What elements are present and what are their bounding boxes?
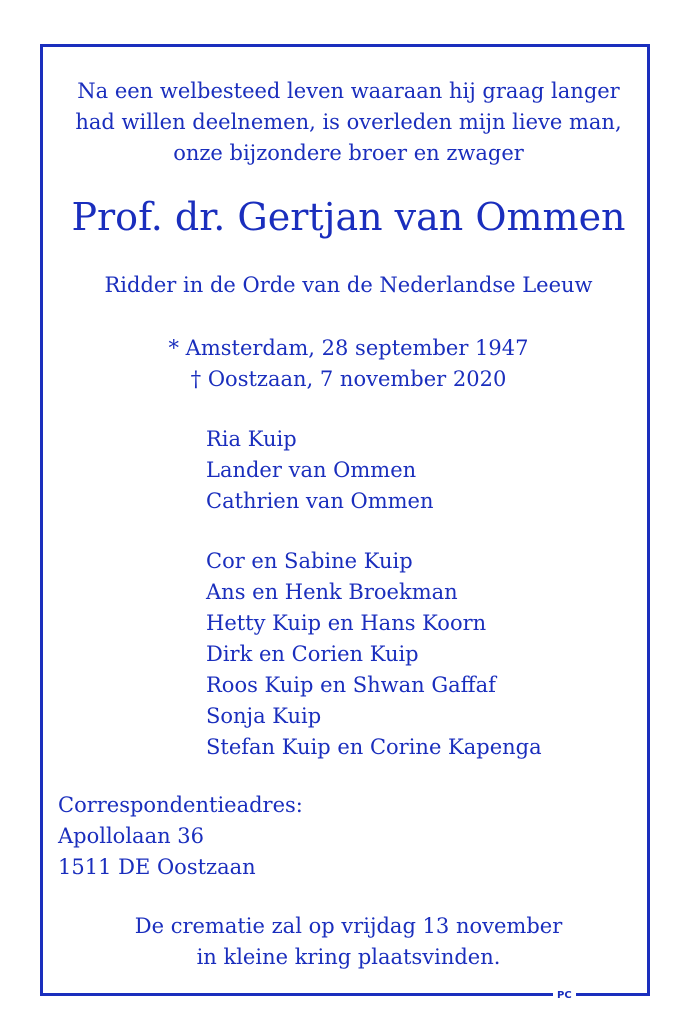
correspondence-address <box>58 790 303 883</box>
intro-line: onze bijzondere broer en zwager <box>173 141 524 165</box>
family-member: Ria Kuip <box>206 427 297 451</box>
address-street: Apollolaan 36 <box>58 824 205 848</box>
intro-line: Na een welbesteed leven waaraan hij graag langer <box>77 79 620 103</box>
family-member: Hetty Kuip en Hans Koorn <box>206 611 487 635</box>
closing-line: De crematie zal op vrijdag 13 november <box>134 914 563 938</box>
closing-line: in kleine kring plaatsvinden. <box>196 945 501 969</box>
death-line: † Oostzaan, 7 november 2020 <box>190 367 507 391</box>
family-member: Cathrien van Ommen <box>206 489 434 513</box>
honor-title: Ridder in de Orde van de Nederlandse Leeuw <box>104 273 593 297</box>
family-member: Stefan Kuip en Corine Kapenga <box>206 735 542 759</box>
publisher-mark: PC <box>553 990 576 1002</box>
intro-text <box>0 76 697 169</box>
family-member: Lander van Ommen <box>206 458 417 482</box>
correspondence-label: Correspondentieadres: <box>58 793 303 817</box>
deceased-name: Prof. dr. Gertjan van Ommen <box>71 195 626 239</box>
life-dates <box>0 333 697 395</box>
family-member: Roos Kuip en Shwan Gaffaf <box>206 673 496 697</box>
birth-line: * Amsterdam, 28 september 1947 <box>168 336 529 360</box>
family-member: Cor en Sabine Kuip <box>206 549 413 573</box>
intro-line: had willen deelnemen, is overleden mijn lieve man, <box>75 110 622 134</box>
family-group-siblings <box>206 546 542 763</box>
family-member: Sonja Kuip <box>206 704 322 728</box>
closing-text <box>0 911 697 973</box>
family-group-immediate <box>206 424 434 517</box>
address-city: 1511 DE Oostzaan <box>58 855 256 879</box>
family-member: Dirk en Corien Kuip <box>206 642 419 666</box>
family-member: Ans en Henk Broekman <box>206 580 458 604</box>
